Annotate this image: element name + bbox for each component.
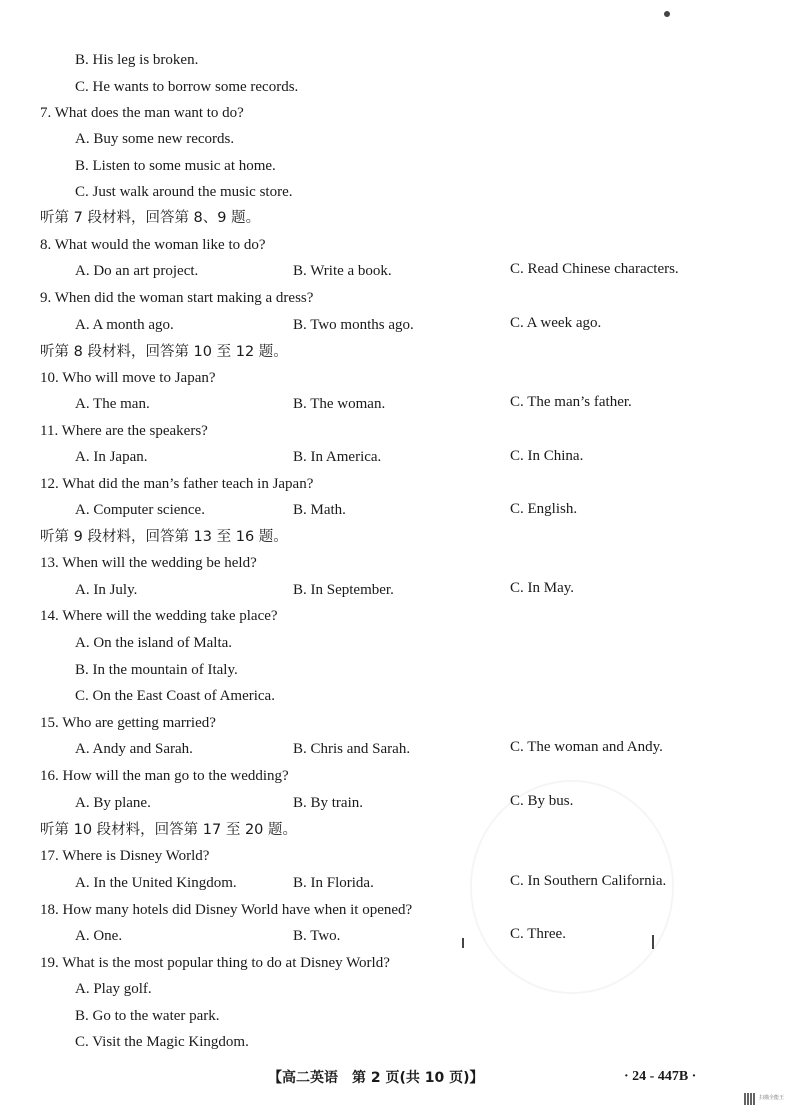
- option-text: A. On the island of Malta.: [75, 635, 233, 651]
- question-text: 16. How will the man go to the wedding?: [40, 768, 289, 784]
- option-c: C. In May.: [510, 580, 575, 596]
- question-text: 15. Who are getting married?: [40, 715, 216, 731]
- option-b: B. In September.: [293, 582, 394, 598]
- option-c: C. The man’s father.: [510, 394, 632, 410]
- option-b: B. Math.: [293, 502, 346, 518]
- question-text: 7. What does the man want to do?: [40, 105, 244, 121]
- option-b: B. In Florida.: [293, 875, 374, 891]
- option-text: B. His leg is broken.: [75, 52, 199, 68]
- option-a: A. The man.: [75, 396, 150, 412]
- scan-mark: [664, 11, 670, 17]
- question-text: 11. Where are the speakers?: [40, 423, 208, 439]
- option-c: C. English.: [510, 501, 578, 517]
- section-heading: 听第 9 段材料，回答第 13 至 16 题。: [40, 529, 288, 545]
- option-c: C. Read Chinese characters.: [510, 261, 679, 277]
- option-text: A. Buy some new records.: [75, 131, 235, 147]
- option-c: C. By bus.: [510, 793, 574, 809]
- question-text: 18. How many hotels did Disney World have when it opened?: [40, 902, 413, 918]
- question-text: 10. Who will move to Japan?: [40, 370, 216, 386]
- option-a: A. By plane.: [75, 795, 151, 811]
- option-text: B. Listen to some music at home.: [75, 158, 276, 174]
- option-text: B. Go to the water park.: [75, 1008, 220, 1024]
- option-b: B. Write a book.: [293, 263, 392, 279]
- scan-mark: [462, 938, 464, 948]
- option-a: A. One.: [75, 928, 123, 944]
- question-text: 19. What is the most popular thing to do at Disney World?: [40, 955, 390, 971]
- qr-code-icon: [744, 1093, 756, 1105]
- question-text: 9. When did the woman start making a dress?: [40, 290, 314, 306]
- option-a: A. In the United Kingdom.: [75, 875, 237, 891]
- option-c: C. A week ago.: [510, 315, 602, 331]
- question-text: 13. When will the wedding be held?: [40, 555, 257, 571]
- option-text: A. Play golf.: [75, 981, 152, 997]
- option-a: A. Andy and Sarah.: [75, 741, 193, 757]
- option-text: C. Just walk around the music store.: [75, 184, 293, 200]
- option-text: C. He wants to borrow some records.: [75, 79, 299, 95]
- question-text: 14. Where will the wedding take place?: [40, 608, 278, 624]
- option-b: B. Chris and Sarah.: [293, 741, 411, 757]
- footer-exam-code: · 24 - 447B ·: [624, 1069, 697, 1084]
- option-b: B. Two months ago.: [293, 317, 414, 333]
- option-text: C. On the East Coast of America.: [75, 688, 275, 704]
- option-a: A. Do an art project.: [75, 263, 199, 279]
- section-heading: 听第 7 段材料，回答第 8、9 题。: [40, 210, 261, 226]
- option-text: C. Visit the Magic Kingdom.: [75, 1034, 249, 1050]
- option-b: B. By train.: [293, 795, 363, 811]
- question-text: 17. Where is Disney World?: [40, 848, 210, 864]
- option-b: B. Two.: [293, 928, 341, 944]
- section-heading: 听第 10 段材料，回答第 17 至 20 题。: [40, 822, 298, 838]
- option-a: A. A month ago.: [75, 317, 174, 333]
- option-c: C. In China.: [510, 448, 584, 464]
- page-footer: [0, 1067, 794, 1091]
- option-b: B. The woman.: [293, 396, 386, 412]
- scan-mark: [652, 935, 654, 949]
- option-b: B. In America.: [293, 449, 382, 465]
- option-a: A. In July.: [75, 582, 138, 598]
- option-a: A. Computer science.: [75, 502, 205, 518]
- scanner-watermark: 扫描全能王: [759, 1095, 785, 1101]
- footer-page-info: 【高二英语 第 2 页(共 10 页)】: [268, 1070, 484, 1086]
- option-c: C. Three.: [510, 926, 566, 942]
- question-text: 12. What did the man’s father teach in Japan?: [40, 476, 314, 492]
- option-c: C. In Southern California.: [510, 873, 667, 889]
- section-heading: 听第 8 段材料，回答第 10 至 12 题。: [40, 344, 288, 360]
- option-a: A. In Japan.: [75, 449, 148, 465]
- option-text: B. In the mountain of Italy.: [75, 662, 238, 678]
- option-c: C. The woman and Andy.: [510, 739, 663, 755]
- question-text: 8. What would the woman like to do?: [40, 237, 266, 253]
